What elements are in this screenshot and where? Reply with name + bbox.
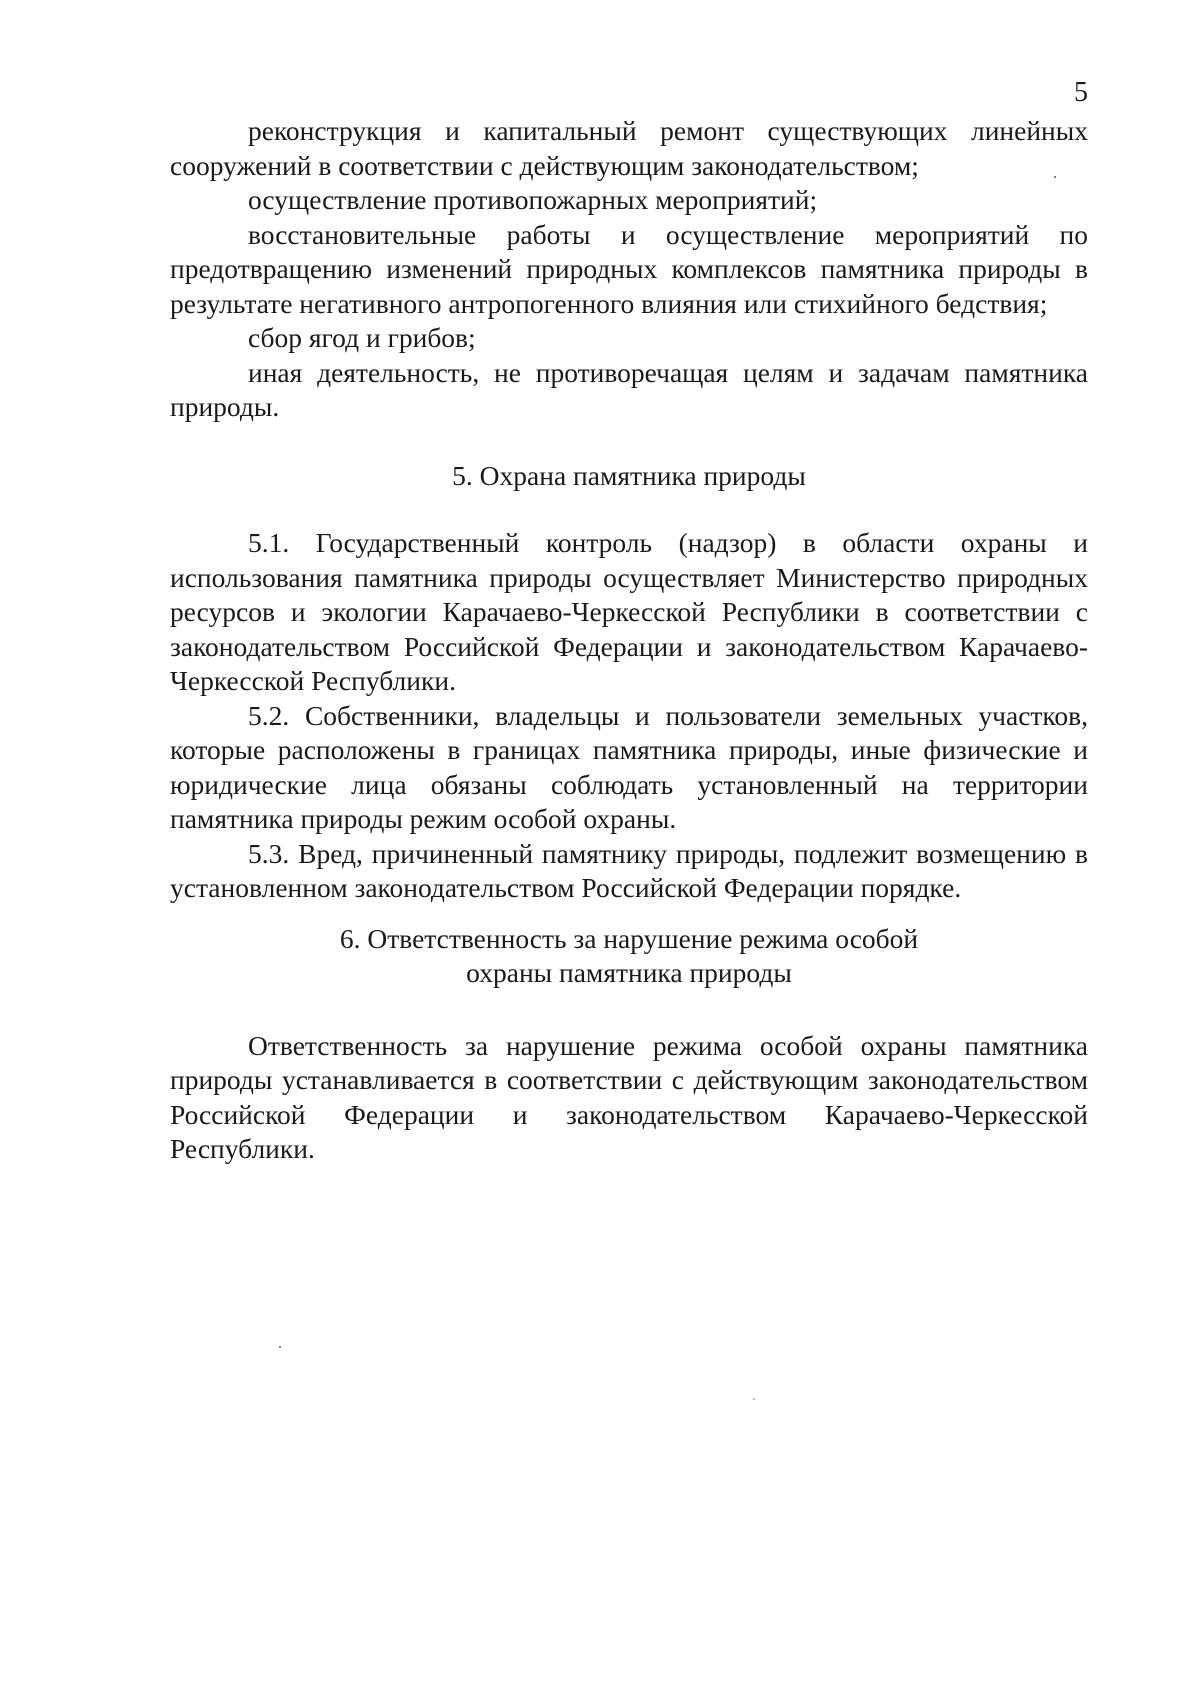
scan-speck xyxy=(1054,176,1056,178)
paragraph-5-1: 5.1. Государственный контроль (надзор) в области охраны и использования памятника природы осуществляет Министерство природных ресурсов и экологии Карачаево-Черкесской Республики в соответствии с законодательством Российской Федерации и законодательством Карачаево-Черкесской Республики. xyxy=(170,527,1088,696)
document-body xyxy=(170,114,1088,1167)
scan-speck xyxy=(753,1398,755,1400)
paragraph-5-2: 5.2. Собственники, владельцы и пользователи земельных участков, которые расположены в границах памятника природы, иные физические и юридические лица обязаны соблюдать установленный на территории памятника природы режим особой охраны. xyxy=(170,699,1088,834)
intro-paragraph-fire-prevention: осуществление противопожарных мероприятий; xyxy=(248,184,818,215)
scan-speck xyxy=(279,1346,281,1348)
section-6-heading-line-2: охраны памятника природы xyxy=(466,957,792,988)
paragraph-5-3: 5.3. Вред, причиненный памятнику природы, подлежит возмещению в установленном законодательством Российской Федерации порядке. xyxy=(170,837,1088,903)
intro-paragraph-berries: сбор ягод и грибов; xyxy=(248,322,476,353)
intro-paragraph-reconstruction: реконструкция и капитальный ремонт существующих линейных сооружений в соответствии с действующим законодательством; xyxy=(170,115,1088,181)
intro-paragraph-other-activity: иная деятельность, не противоречащая целям и задачам памятника природы. xyxy=(170,356,1088,422)
section-6-paragraph: Ответственность за нарушение режима особой охраны памятника природы устанавливается в соответствии с действующим законодательством Российской Федерации и законодательством Карачаево-Черкесской Республики. xyxy=(170,1029,1088,1164)
section-6-heading-line-1: 6. Ответственность за нарушение режима особой xyxy=(339,922,919,954)
intro-paragraph-restoration: восстановительные работы и осуществление мероприятий по предотвращению изменений природных комплексов памятника природы в результате негативного антропогенного влияния или стихийного бедствия; xyxy=(170,218,1088,319)
section-5-heading: 5. Охрана памятника природы xyxy=(452,459,806,491)
page-number: 5 xyxy=(1074,77,1088,108)
section-6-heading xyxy=(170,922,1088,991)
